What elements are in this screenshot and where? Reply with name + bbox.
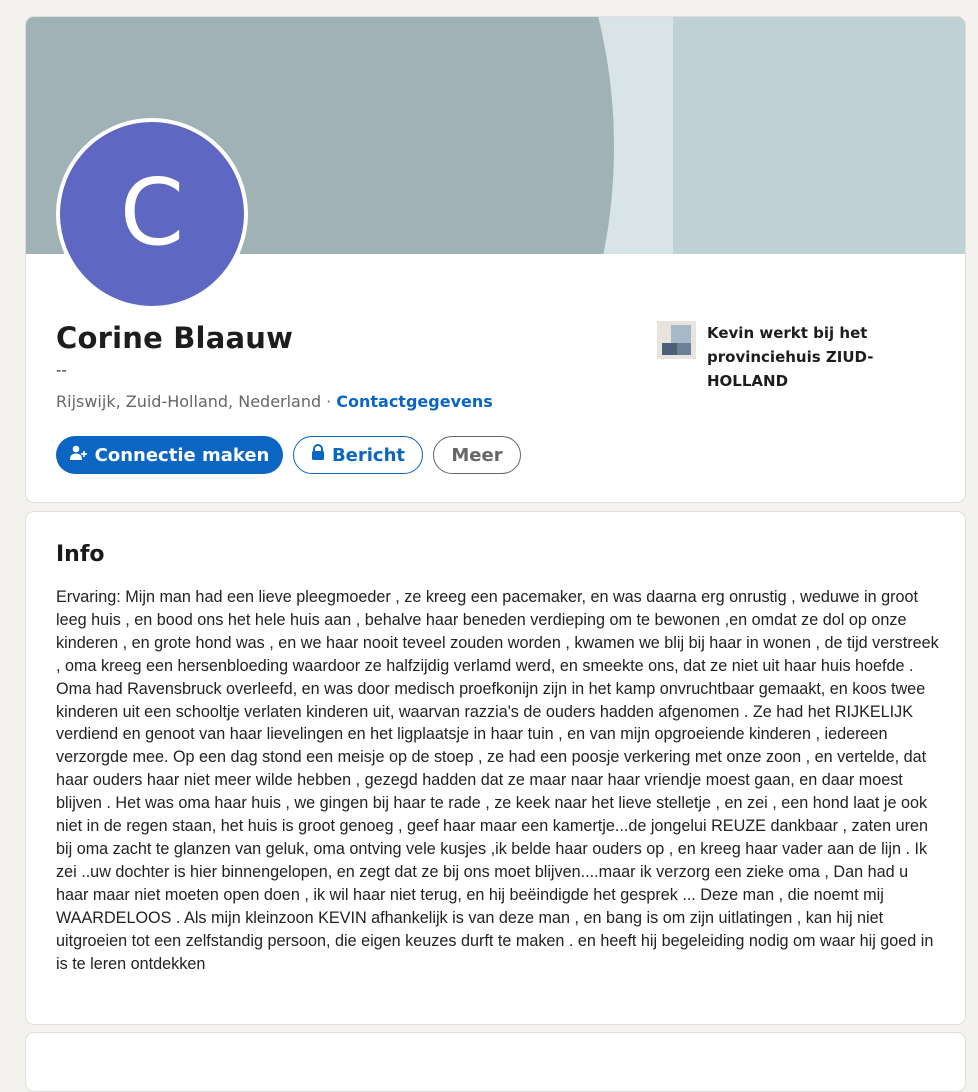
lock-icon bbox=[311, 444, 325, 466]
message-button[interactable] bbox=[293, 436, 423, 474]
more-label: Meer bbox=[451, 444, 503, 466]
connect-button[interactable] bbox=[56, 436, 283, 474]
profile-top-card bbox=[25, 16, 966, 503]
info-title: Info bbox=[56, 542, 105, 567]
info-text: Ervaring: Mijn man had een lieve pleegmoeder , ze kreeg een pacemaker, en was daarna erg onrustig , weduwe in groot leeg huis , en bood ons het hele huis aan , behalve haar beneden verdieping om te bewonen ,en omdat ze dol op onze kinderen , en grote hond was , en we haar nooit teveel zouden worden , kwamen we blij bij haar in wonen , de tijd verstreek , oma kreeg een hersenbloeding waardoor ze halfzijdig verlamd werd, en smeekte ons, dat ze niet uit haar huis hoefde . Oma had Ravensbruck overleefd, en was door medisch proefkonijn zijn in het kamp onvruchtbaar gemaakt, en koos twee kinderen uit een schooltje verlaten kinderen uit, waarvan razzia's de ouders hadden afgenomen . Ze had het RIJKELIJK verdiend en genoot van haar lievelingen en het ligplaatsje in haar tuin , en van mijn opgroeiende kinderen , iedereen verzorgde mee. Op een dag stond een meisje op de stoep , ze had een poosje verkering met onze zoon , en vertelde, dat haar ouders haar niet meer wilde hebben , gezegd hadden dat ze maar naar haar vriendje moest gaan, en daar moest blijven . Het was oma haar huis , we gingen bij haar te rade , ze keek naar het lieve stelletje , en zei , een hond laat je ook niet in de regen staan, het huis is groot genoeg , geef haar maar een kamertje...de jongelui REUZE dankbaar , zaten uren bij oma zacht te glanzen van geluk, oma ontving vele kusjes ,ik belde haar ouders op , en kreeg haar vader aan de lijn . Ik zei ..uw dochter is hier binnengelopen, en zegt dat ze bij ons moet blijven....maar ik verzorg een zieke oma , Dan had u haar maar niet moeten open doen , ik wil haar niet terug, en hij beëindigde het gesprek ... Deze man , die noemt mij WAARDELOOS . Als mijn kleinzoon KEVIN afhankelijk is van deze man , en bang is om zijn uitlatingen , kan hij niet uitgroeien tot een zelfstandig persoon, die eigen keuzes durft te maken . en heeft hij begeleiding nodig om waar hij goed in is te leren ontdekken bbox=[56, 588, 939, 973]
profile-headline: -- bbox=[56, 361, 67, 379]
company-logo-icon bbox=[657, 321, 696, 359]
contact-info-link[interactable]: Contactgegevens bbox=[336, 392, 493, 411]
info-section bbox=[25, 511, 966, 1025]
avatar[interactable] bbox=[56, 118, 248, 310]
current-company[interactable] bbox=[657, 321, 907, 393]
next-section bbox=[25, 1032, 966, 1092]
profile-actions bbox=[56, 436, 521, 474]
company-text: Kevin werkt bij het provinciehuis ZIUD-HOLLAND bbox=[707, 324, 874, 390]
profile-location-row bbox=[56, 392, 493, 411]
add-person-icon bbox=[70, 445, 88, 466]
connect-label: Connectie maken bbox=[94, 444, 270, 466]
message-label: Bericht bbox=[331, 444, 406, 466]
profile-name: Corine Blaauw bbox=[56, 321, 294, 355]
more-button[interactable] bbox=[433, 436, 521, 474]
location-text: Rijswijk, Zuid-Holland, Nederland bbox=[56, 392, 322, 411]
avatar-letter: C bbox=[119, 158, 185, 266]
separator-dot: · bbox=[326, 392, 332, 411]
